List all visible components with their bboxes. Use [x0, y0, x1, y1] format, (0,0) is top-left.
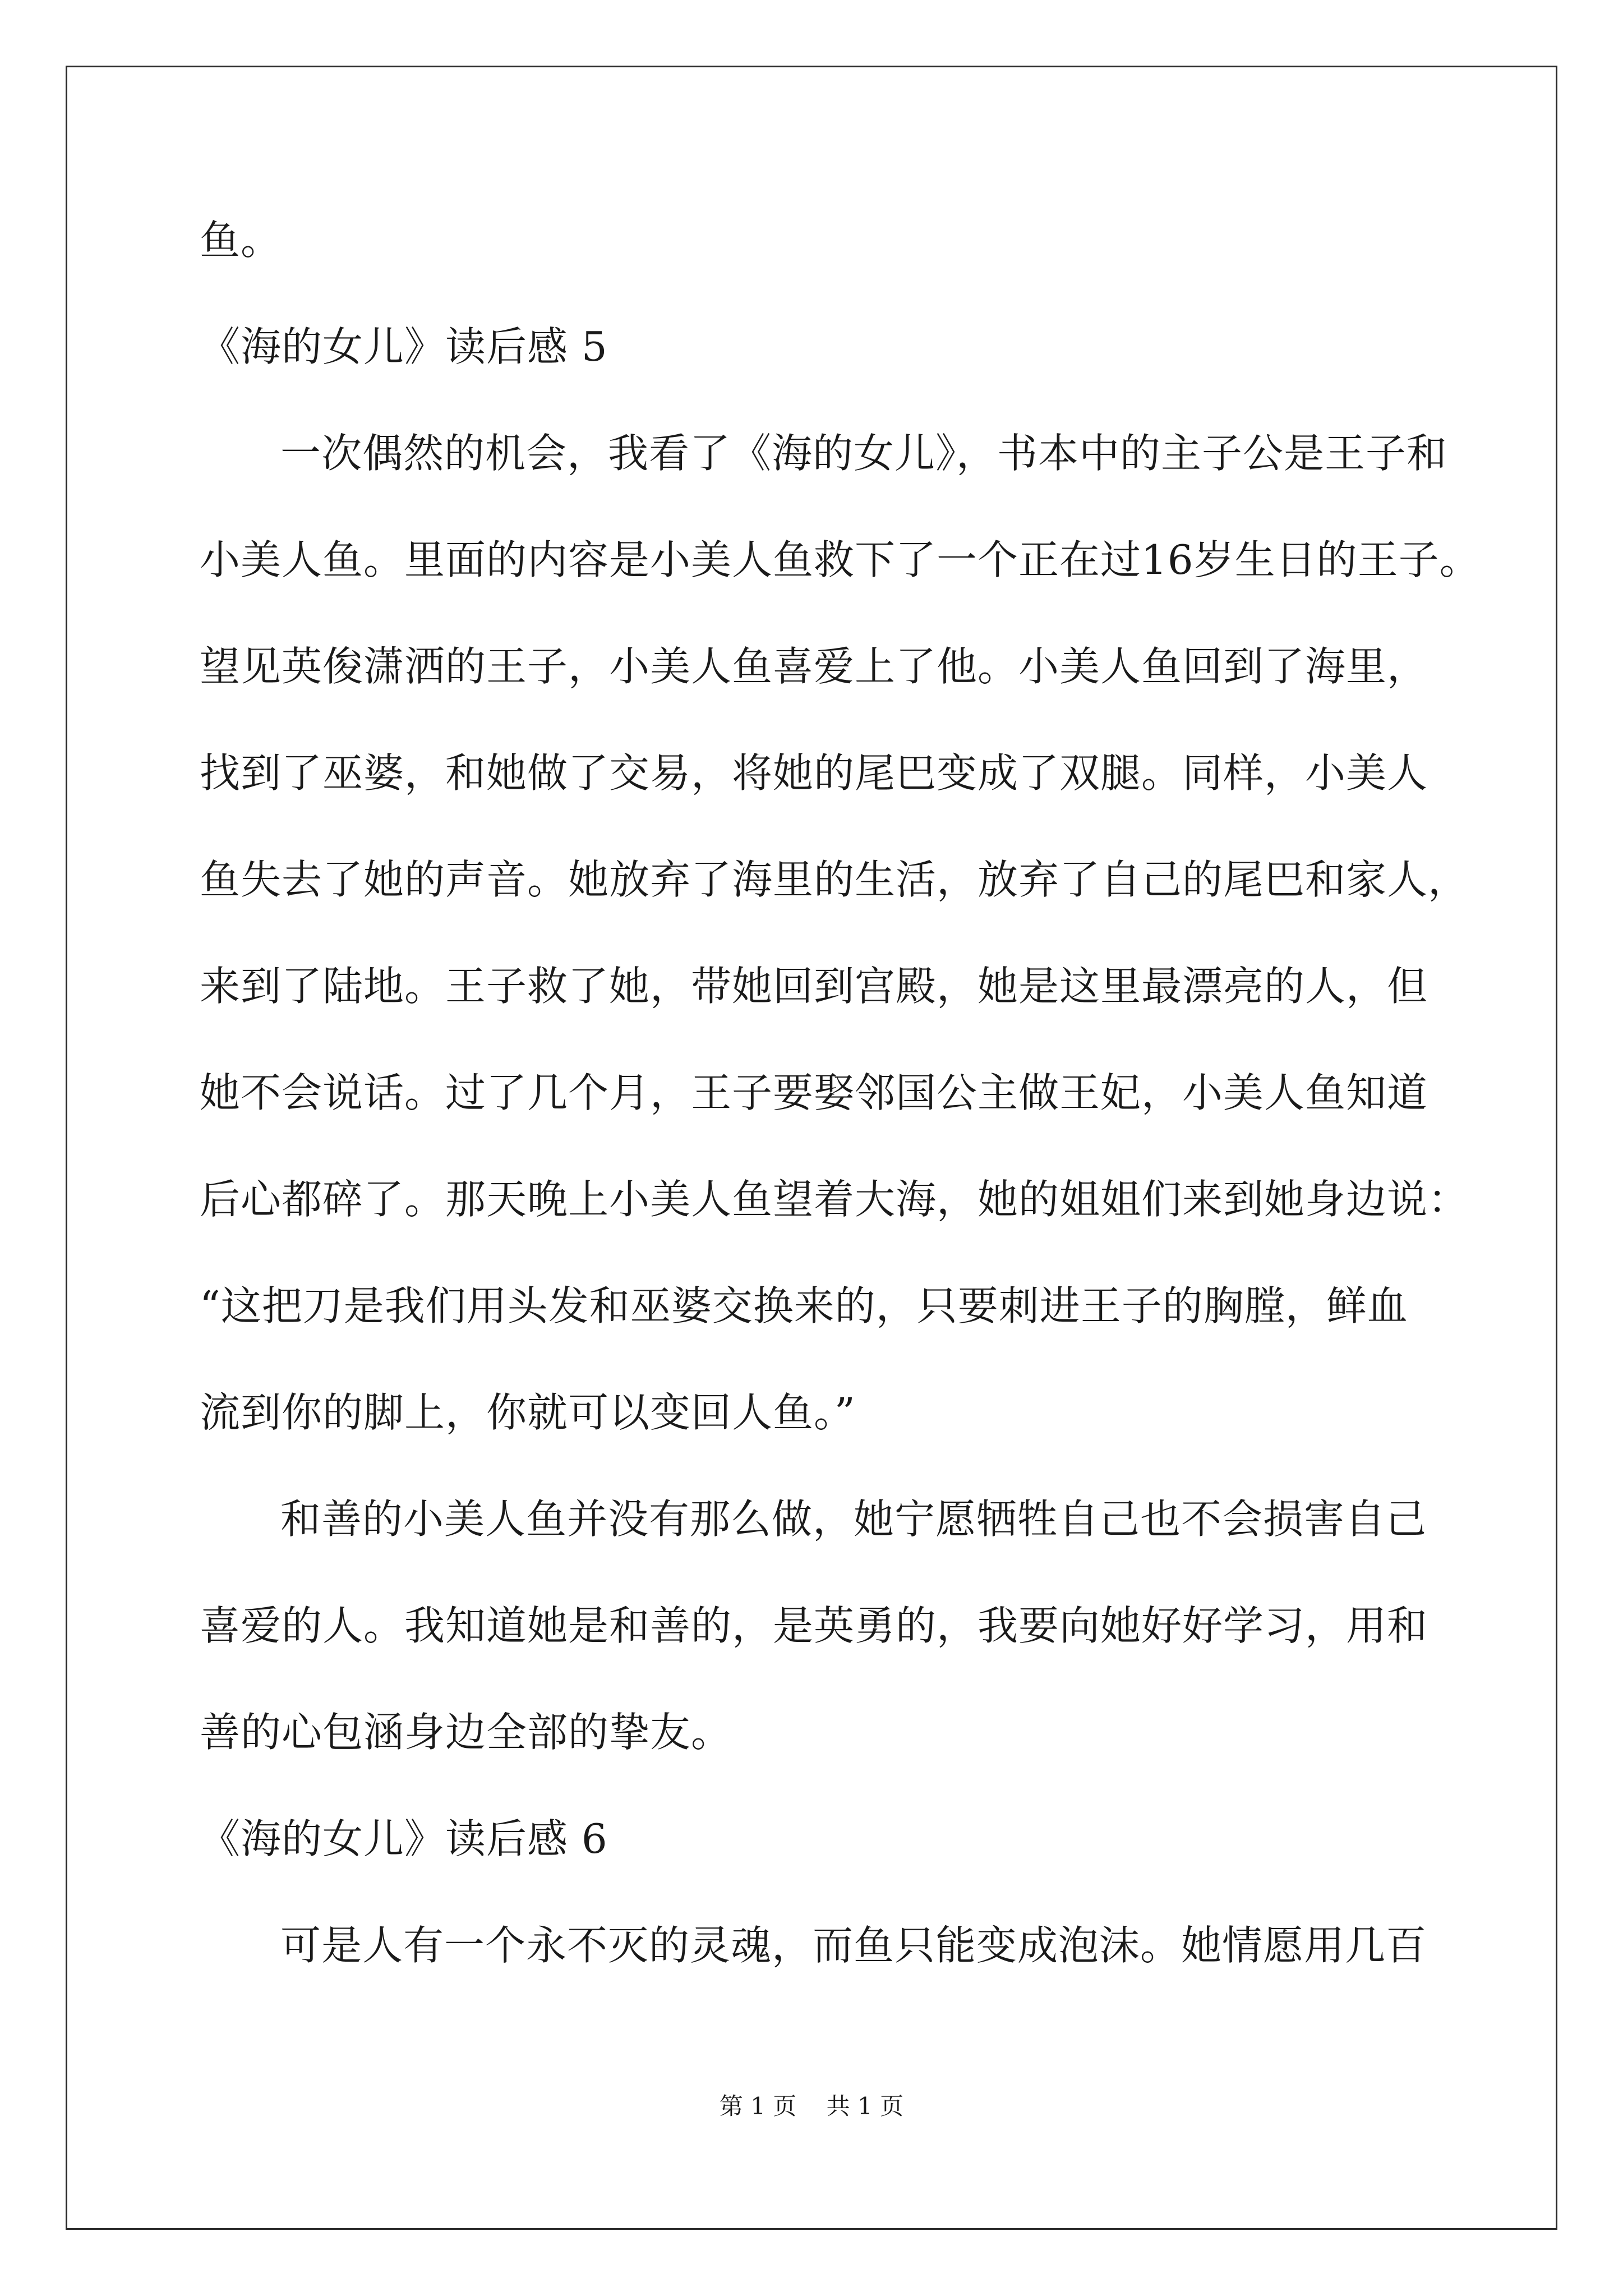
- text-line: 鱼失去了她的声音。她放弃了海里的生活，放弃了自己的尾巴和家人，: [200, 856, 1469, 903]
- page-border: [66, 66, 1557, 2230]
- page-total: 共 1 页: [826, 2092, 904, 2120]
- text-line: 一次偶然的机会，我看了《海的女儿》，书本中的主子公是王子和: [280, 430, 1448, 477]
- page-footer: [0, 2090, 1623, 2123]
- text-line: 来到了陆地。王子救了她，带她回到宫殿，她是这里最漂亮的人，但: [200, 963, 1428, 1010]
- section-heading: 《海的女儿》读后感 6: [200, 1815, 608, 1862]
- text-line: 小美人鱼。里面的内容是小美人鱼救下了一个正在过16岁生日的王子。: [200, 536, 1481, 583]
- text-line: 找到了巫婆，和她做了交易，将她的尾巴变成了双腿。同样，小美人: [200, 749, 1428, 797]
- text-line: 鱼。: [200, 217, 282, 264]
- text-line: 和善的小美人鱼并没有那么做，她宁愿牺牲自己也不会损害自己: [280, 1496, 1427, 1543]
- text-line: 喜爱的人。我知道她是和善的，是英勇的，我要向她好好学习，用和: [200, 1602, 1428, 1649]
- text-line: 后心都碎了。那天晚上小美人鱼望着大海，她的姐姐们来到她身边说：: [200, 1176, 1469, 1223]
- text-line: 她不会说话。过了几个月，王子要娶邻国公主做王妃，小美人鱼知道: [200, 1069, 1428, 1116]
- section-heading: 《海的女儿》读后感 5: [200, 323, 608, 370]
- text-line: 善的心包涵身边全部的挚友。: [200, 1709, 732, 1756]
- text-line: 望见英俊潇洒的王子，小美人鱼喜爱上了他。小美人鱼回到了海里，: [200, 643, 1428, 690]
- page-number: 第 1 页: [719, 2092, 797, 2120]
- text-line: 流到你的脚上，你就可以变回人鱼。”: [200, 1389, 856, 1436]
- text-line: 可是人有一个永不灭的灵魂，而鱼只能变成泡沫。她情愿用几百: [280, 1922, 1427, 1969]
- text-line: “这把刀是我们用头发和巫婆交换来的，只要刺进王子的胸膛，鲜血: [200, 1282, 1408, 1329]
